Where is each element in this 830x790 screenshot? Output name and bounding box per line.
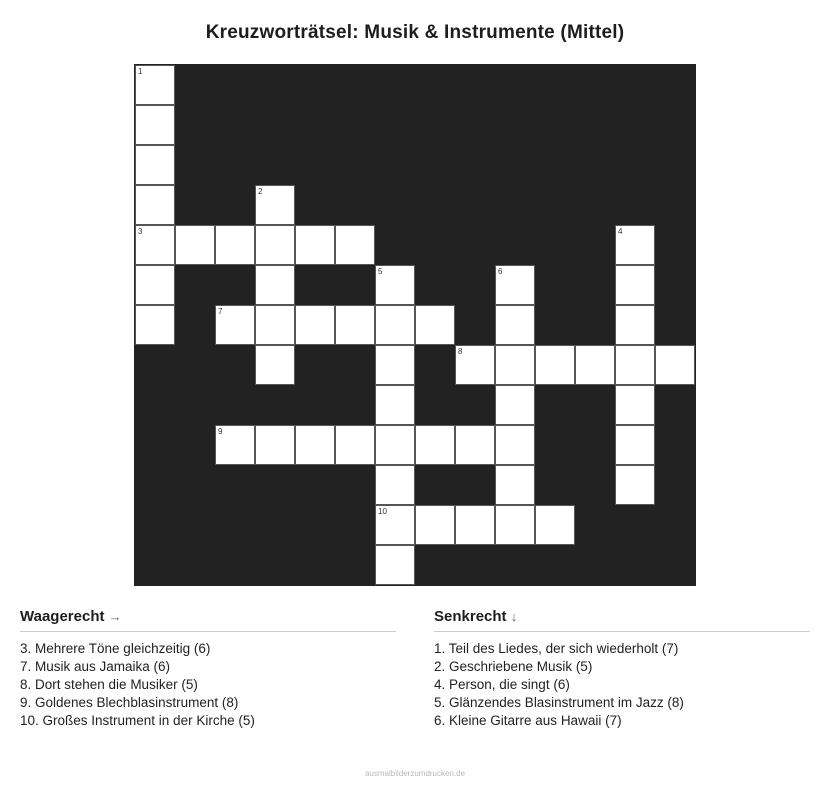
clue-item-across: 3. Mehrere Töne gleichzeitig (6) [20, 641, 211, 656]
grid-block [335, 345, 375, 385]
grid-cell[interactable] [615, 225, 655, 265]
grid-block [575, 305, 615, 345]
crossword-grid-container [0, 64, 830, 586]
clues-across-list [20, 640, 396, 730]
grid-block [575, 185, 615, 225]
grid-cell-number: 2 [258, 187, 263, 196]
grid-cell[interactable] [175, 225, 215, 265]
grid-block [135, 505, 175, 545]
grid-cell[interactable] [615, 425, 655, 465]
grid-cell[interactable] [495, 385, 535, 425]
grid-block [495, 545, 535, 585]
grid-cell[interactable] [135, 105, 175, 145]
grid-cell[interactable] [375, 425, 415, 465]
grid-block [495, 65, 535, 105]
grid-block [535, 265, 575, 305]
grid-block [535, 545, 575, 585]
grid-block [175, 105, 215, 145]
grid-block [335, 385, 375, 425]
grid-block [615, 545, 655, 585]
grid-block [255, 65, 295, 105]
grid-cell-number: 5 [378, 267, 383, 276]
grid-block [415, 465, 455, 505]
grid-block [215, 265, 255, 305]
grid-cell-number: 1 [138, 67, 143, 76]
grid-block [175, 545, 215, 585]
grid-block [455, 185, 495, 225]
page-title: Kreuzworträtsel: Musik & Instrumente (Mittel) [205, 22, 625, 43]
grid-block [215, 145, 255, 185]
grid-block [335, 505, 375, 545]
grid-cell-number: 6 [498, 267, 503, 276]
grid-cell[interactable] [375, 545, 415, 585]
grid-cell[interactable] [135, 225, 175, 265]
grid-cell[interactable] [495, 345, 535, 385]
grid-block [535, 385, 575, 425]
grid-block [655, 505, 695, 545]
grid-cell-number: 3 [138, 227, 143, 236]
grid-cell[interactable] [495, 465, 535, 505]
clue-item-down: 1. Teil des Liedes, der sich wiederholt (7) [434, 641, 679, 656]
grid-block [255, 505, 295, 545]
grid-block [415, 385, 455, 425]
grid-block [535, 305, 575, 345]
grid-block [495, 105, 535, 145]
grid-block [455, 545, 495, 585]
grid-cell[interactable] [335, 425, 375, 465]
grid-cell[interactable] [455, 505, 495, 545]
grid-cell[interactable] [215, 425, 255, 465]
grid-block [575, 385, 615, 425]
grid-block [335, 185, 375, 225]
grid-block [175, 425, 215, 465]
grid-block [175, 185, 215, 225]
grid-block [415, 105, 455, 145]
grid-cell[interactable] [255, 305, 295, 345]
grid-cell[interactable] [215, 305, 255, 345]
grid-block [535, 465, 575, 505]
grid-block [295, 465, 335, 505]
grid-cell[interactable] [135, 145, 175, 185]
grid-block [415, 145, 455, 185]
grid-block [655, 65, 695, 105]
grid-cell[interactable] [455, 425, 495, 465]
grid-block [135, 345, 175, 385]
grid-block [255, 465, 295, 505]
grid-block [415, 265, 455, 305]
arrow-down-icon: ↓ [510, 609, 518, 624]
footer-credit: ausmalbilderzumdrucken.de [364, 769, 466, 778]
grid-block [615, 65, 655, 105]
grid-block [455, 265, 495, 305]
grid-block [495, 145, 535, 185]
grid-block [575, 505, 615, 545]
grid-block [655, 545, 695, 585]
grid-block [615, 145, 655, 185]
clues-across [20, 608, 396, 730]
grid-block [415, 65, 455, 105]
grid-block [375, 65, 415, 105]
grid-block [175, 265, 215, 305]
grid-block [535, 185, 575, 225]
arrow-right-icon: → [108, 609, 122, 624]
grid-cell[interactable] [495, 505, 535, 545]
grid-block [415, 225, 455, 265]
grid-block [295, 105, 335, 145]
grid-block [535, 105, 575, 145]
clue-item-down: 2. Geschriebene Musik (5) [434, 659, 593, 674]
grid-cell[interactable] [535, 345, 575, 385]
grid-block [135, 545, 175, 585]
grid-block [175, 385, 215, 425]
grid-cell[interactable] [375, 385, 415, 425]
grid-block [295, 385, 335, 425]
grid-block [575, 225, 615, 265]
clues-down-list [434, 640, 810, 730]
grid-cell[interactable] [295, 225, 335, 265]
grid-block [215, 505, 255, 545]
clues-down [434, 608, 810, 730]
grid-block [415, 345, 455, 385]
grid-cell[interactable] [495, 425, 535, 465]
grid-cell[interactable] [615, 465, 655, 505]
grid-cell[interactable] [495, 305, 535, 345]
grid-block [455, 385, 495, 425]
grid-block [175, 345, 215, 385]
grid-block [295, 145, 335, 185]
grid-cell[interactable] [255, 425, 295, 465]
clue-item-down: 4. Person, die singt (6) [434, 677, 570, 692]
grid-block [655, 425, 695, 465]
grid-cell[interactable] [415, 305, 455, 345]
grid-block [375, 145, 415, 185]
grid-block [415, 185, 455, 225]
grid-block [455, 465, 495, 505]
grid-block [455, 65, 495, 105]
grid-block [575, 65, 615, 105]
grid-block [135, 465, 175, 505]
grid-block [655, 105, 695, 145]
grid-block [575, 105, 615, 145]
grid-block [175, 65, 215, 105]
clues-down-heading-text: Senkrecht [434, 608, 507, 625]
grid-cell[interactable] [335, 225, 375, 265]
grid-block [175, 305, 215, 345]
grid-block [655, 465, 695, 505]
grid-cell[interactable] [255, 265, 295, 305]
grid-cell-number: 7 [218, 307, 223, 316]
grid-block [455, 305, 495, 345]
clues-section [0, 608, 830, 730]
clue-item-down: 6. Kleine Gitarre aus Hawaii (7) [434, 713, 622, 728]
grid-block [215, 345, 255, 385]
grid-block [575, 465, 615, 505]
grid-block [535, 225, 575, 265]
grid-block [335, 265, 375, 305]
grid-cell-number: 10 [378, 507, 387, 516]
grid-block [215, 105, 255, 145]
grid-cell[interactable] [255, 345, 295, 385]
grid-block [535, 425, 575, 465]
grid-block [535, 65, 575, 105]
grid-cell[interactable] [615, 385, 655, 425]
grid-block [335, 105, 375, 145]
grid-cell[interactable] [615, 265, 655, 305]
grid-block [295, 265, 335, 305]
grid-block [215, 185, 255, 225]
grid-block [375, 225, 415, 265]
grid-block [655, 385, 695, 425]
grid-cell[interactable] [375, 305, 415, 345]
grid-cell[interactable] [295, 305, 335, 345]
grid-block [535, 145, 575, 185]
grid-block [455, 145, 495, 185]
grid-block [175, 145, 215, 185]
grid-cell[interactable] [375, 345, 415, 385]
grid-block [495, 185, 535, 225]
grid-cell[interactable] [255, 185, 295, 225]
grid-block [655, 145, 695, 185]
grid-block [655, 265, 695, 305]
grid-block [575, 145, 615, 185]
crossword-grid[interactable] [134, 64, 696, 586]
clue-item-across: 9. Goldenes Blechblasinstrument (8) [20, 695, 239, 710]
grid-cell-number: 9 [218, 427, 223, 436]
grid-block [175, 465, 215, 505]
grid-block [335, 465, 375, 505]
grid-block [215, 465, 255, 505]
grid-cell[interactable] [295, 425, 335, 465]
grid-block [295, 65, 335, 105]
grid-cell-number: 4 [618, 227, 623, 236]
grid-cell[interactable] [615, 345, 655, 385]
grid-cell[interactable] [615, 305, 655, 345]
grid-block [615, 505, 655, 545]
grid-cell[interactable] [415, 505, 455, 545]
grid-block [295, 545, 335, 585]
grid-block [135, 425, 175, 465]
grid-block [215, 65, 255, 105]
clues-across-heading-text: Waagerecht [20, 608, 105, 625]
clue-item-across: 10. Großes Instrument in der Kirche (5) [20, 713, 255, 728]
grid-block [255, 385, 295, 425]
grid-block [215, 385, 255, 425]
clue-item-down: 5. Glänzendes Blasinstrument im Jazz (8) [434, 695, 684, 710]
grid-block [455, 105, 495, 145]
grid-block [615, 105, 655, 145]
grid-cell[interactable] [255, 225, 295, 265]
grid-block [295, 345, 335, 385]
grid-block [135, 385, 175, 425]
grid-cell[interactable] [375, 265, 415, 305]
grid-block [375, 185, 415, 225]
grid-block [655, 305, 695, 345]
grid-cell[interactable] [335, 305, 375, 345]
grid-block [615, 185, 655, 225]
grid-block [575, 265, 615, 305]
clue-item-across: 8. Dort stehen die Musiker (5) [20, 677, 198, 692]
grid-block [295, 505, 335, 545]
grid-block [255, 145, 295, 185]
clues-down-heading [434, 608, 810, 632]
grid-block [455, 225, 495, 265]
grid-cell[interactable] [375, 465, 415, 505]
grid-cell[interactable] [135, 185, 175, 225]
grid-block [575, 545, 615, 585]
grid-block [655, 185, 695, 225]
grid-block [375, 105, 415, 145]
grid-block [655, 225, 695, 265]
grid-cell[interactable] [415, 425, 455, 465]
grid-block [175, 505, 215, 545]
grid-block [295, 185, 335, 225]
grid-cell[interactable] [495, 265, 535, 305]
grid-block [215, 545, 255, 585]
grid-cell[interactable] [135, 305, 175, 345]
grid-block [255, 105, 295, 145]
grid-block [335, 65, 375, 105]
grid-block [335, 545, 375, 585]
grid-cell-number: 8 [458, 347, 463, 356]
clue-item-across: 7. Musik aus Jamaika (6) [20, 659, 171, 674]
grid-block [575, 425, 615, 465]
grid-cell[interactable] [575, 345, 615, 385]
grid-block [495, 225, 535, 265]
clues-across-heading [20, 608, 396, 632]
grid-cell[interactable] [655, 345, 695, 385]
grid-cell[interactable] [135, 265, 175, 305]
grid-block [335, 145, 375, 185]
grid-block [255, 545, 295, 585]
grid-cell[interactable] [375, 505, 415, 545]
grid-block [415, 545, 455, 585]
grid-cell[interactable] [135, 65, 175, 105]
grid-cell[interactable] [535, 505, 575, 545]
grid-cell[interactable] [455, 345, 495, 385]
grid-cell[interactable] [215, 225, 255, 265]
